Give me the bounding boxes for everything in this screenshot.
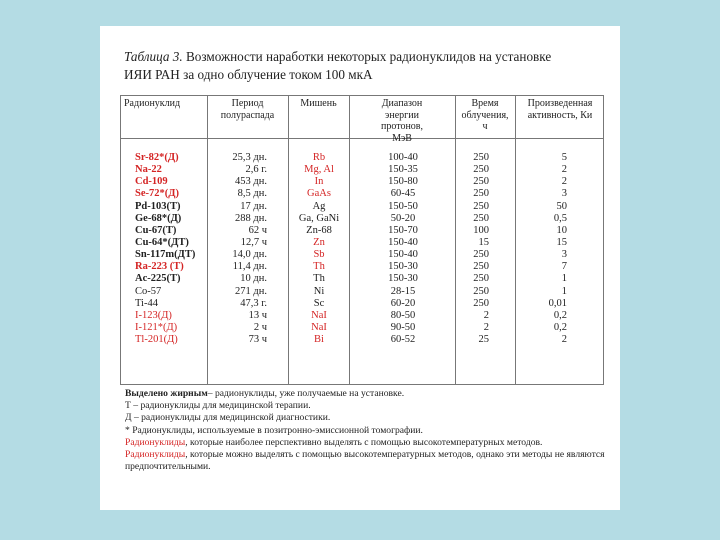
cell-nuclide: Na-22 bbox=[135, 164, 162, 176]
cell-energy: 60-52 bbox=[390, 334, 416, 346]
cell-energy: 150-35 bbox=[388, 164, 418, 176]
header-time: Время облучения, ч bbox=[461, 98, 509, 132]
energy-column bbox=[371, 152, 435, 346]
cell-time: 100 bbox=[473, 224, 489, 236]
cell-energy: 100-40 bbox=[388, 152, 418, 163]
cell-time: 250 bbox=[473, 200, 489, 212]
cell-half-life: 62 ч bbox=[248, 224, 267, 236]
table-caption bbox=[124, 48, 604, 84]
cell-target: Bi bbox=[314, 334, 324, 346]
cell-activity: 5 bbox=[561, 152, 567, 163]
cell-activity: 50 bbox=[556, 200, 567, 212]
cell-target: Mg, Al bbox=[304, 164, 334, 176]
cell-half-life: 14,0 дн. bbox=[232, 249, 267, 261]
cell-target: Rb bbox=[312, 152, 326, 163]
cell-time: 2 bbox=[483, 309, 489, 321]
note-preferred: Радионуклиды, которые наиболее перспективно выделять с помощью высокотемпературных методов. bbox=[125, 436, 543, 448]
cell-half-life: 73 ч bbox=[248, 334, 267, 346]
cell-nuclide: I-121*(Д) bbox=[135, 321, 178, 333]
cell-target: In bbox=[314, 176, 324, 188]
cell-nuclide: Se-72*(Д) bbox=[135, 188, 179, 200]
cell-energy: 150-50 bbox=[388, 200, 418, 212]
cell-time: 25 bbox=[478, 334, 489, 346]
cell-time: 15 bbox=[478, 236, 489, 248]
cell-time: 250 bbox=[473, 152, 489, 163]
cell-activity: 0,5 bbox=[553, 212, 567, 224]
note-not-preferred: Радионуклиды, которые можно выделять с помощью высокотемпературных методов, однако эти методы не являются предпочтительными. bbox=[125, 449, 605, 473]
note-pet: * Радионуклиды, используемые в позитронно-эмиссионной томографии. bbox=[125, 424, 423, 436]
note-diagnostics: Д – радионуклиды для медицинской диагностики. bbox=[125, 412, 331, 424]
cell-energy: 150-40 bbox=[388, 249, 418, 261]
cell-energy: 28-15 bbox=[390, 285, 416, 297]
caption-label: Таблица 3. bbox=[124, 49, 183, 64]
cell-energy: 60-45 bbox=[390, 188, 416, 200]
cell-half-life: 453 дн. bbox=[235, 176, 267, 188]
cell-half-life: 47,3 г. bbox=[240, 297, 267, 309]
cell-half-life: 10 дн. bbox=[240, 273, 267, 285]
cell-activity: 3 bbox=[561, 249, 567, 261]
cell-activity: 1 bbox=[561, 285, 567, 297]
cell-time: 250 bbox=[473, 212, 489, 224]
cell-nuclide: Co-57 bbox=[135, 285, 162, 297]
cell-half-life: 8,5 дн. bbox=[237, 188, 267, 200]
cell-target: Sc bbox=[313, 297, 325, 309]
header-energy: Диапазон энергии протонов, МэВ bbox=[380, 98, 424, 144]
note-therapy: Т – радионуклиды для медицинской терапии. bbox=[125, 400, 311, 412]
cell-activity: 7 bbox=[561, 261, 567, 273]
cell-energy: 150-40 bbox=[388, 236, 418, 248]
cell-energy: 150-70 bbox=[388, 224, 418, 236]
cell-time: 250 bbox=[473, 164, 489, 176]
cell-target: Sb bbox=[313, 249, 325, 261]
cell-activity: 0,2 bbox=[553, 309, 567, 321]
cell-target: NaI bbox=[311, 321, 327, 333]
cell-target: Ag bbox=[312, 200, 326, 212]
cell-activity: 2 bbox=[561, 176, 567, 188]
cell-target: Ni bbox=[313, 285, 325, 297]
time-column bbox=[459, 152, 489, 346]
activity-column bbox=[521, 152, 567, 346]
radionuclide-table bbox=[120, 95, 604, 385]
caption-line1: Возможности наработки некоторых радионуклидов на установке bbox=[185, 49, 552, 64]
cell-activity: 15 bbox=[556, 236, 567, 248]
cell-nuclide: Ac-225(Т) bbox=[135, 273, 181, 285]
cell-time: 250 bbox=[473, 273, 489, 285]
cell-nuclide: Sn-117m(ДТ) bbox=[135, 249, 196, 261]
cell-half-life: 12,7 ч bbox=[240, 236, 267, 248]
cell-nuclide: Ti-44 bbox=[135, 297, 158, 309]
cell-activity: 1 bbox=[561, 273, 567, 285]
header-nuclide: Радионуклид bbox=[124, 98, 181, 109]
cell-target: Th bbox=[313, 273, 325, 285]
caption-line2: ИЯИ РАН за одно облучение током 100 мкА bbox=[124, 67, 373, 82]
cell-target: Ga, GaNi bbox=[298, 212, 340, 224]
cell-half-life: 11,4 дн. bbox=[232, 261, 267, 273]
half-life-column bbox=[211, 152, 267, 346]
cell-time: 2 bbox=[483, 321, 489, 333]
cell-activity: 0,2 bbox=[553, 321, 567, 333]
cell-half-life: 13 ч bbox=[248, 309, 267, 321]
cell-activity: 0,01 bbox=[548, 297, 567, 309]
header-target: Мишень bbox=[300, 98, 337, 109]
cell-activity: 10 bbox=[556, 224, 567, 236]
cell-time: 250 bbox=[473, 261, 489, 273]
cell-energy: 80-50 bbox=[390, 309, 416, 321]
cell-half-life: 2,6 г. bbox=[245, 164, 267, 176]
cell-half-life: 17 дн. bbox=[240, 200, 267, 212]
cell-nuclide: Pd-103(Т) bbox=[135, 200, 181, 212]
cell-energy: 150-30 bbox=[388, 273, 418, 285]
cell-energy: 150-80 bbox=[388, 176, 418, 188]
cell-energy: 90-50 bbox=[390, 321, 416, 333]
cell-activity: 2 bbox=[561, 164, 567, 176]
cell-nuclide: Cu-64*(ДТ) bbox=[135, 236, 189, 248]
cell-target: NaI bbox=[311, 309, 327, 321]
cell-energy: 60-20 bbox=[390, 297, 416, 309]
cell-half-life: 2 ч bbox=[253, 321, 267, 333]
cell-half-life: 25,3 дн. bbox=[232, 152, 267, 163]
cell-activity: 2 bbox=[561, 334, 567, 346]
cell-half-life: 288 дн. bbox=[235, 212, 267, 224]
cell-time: 250 bbox=[473, 188, 489, 200]
cell-nuclide: I-123(Д) bbox=[135, 309, 172, 321]
cell-energy: 50-20 bbox=[390, 212, 416, 224]
target-column bbox=[289, 152, 349, 346]
cell-target: Th bbox=[313, 261, 325, 273]
cell-half-life: 271 дн. bbox=[235, 285, 267, 297]
cell-nuclide: Sr-82*(Д) bbox=[135, 152, 179, 163]
cell-target: Zn bbox=[313, 236, 325, 248]
cell-time: 250 bbox=[473, 285, 489, 297]
cell-activity: 3 bbox=[561, 188, 567, 200]
cell-nuclide: Cd-109 bbox=[135, 176, 168, 188]
cell-nuclide: Ra-223 (Т) bbox=[135, 261, 184, 273]
header-half-life: Период полураспада bbox=[220, 98, 275, 121]
nuclide-column bbox=[135, 152, 209, 346]
cell-nuclide: Cu-67(Т) bbox=[135, 224, 177, 236]
note-bold: Выделено жирным– радионуклиды, уже получаемые на установке. bbox=[125, 388, 405, 399]
cell-nuclide: Ge-68*(Д) bbox=[135, 212, 182, 224]
cell-energy: 150-30 bbox=[388, 261, 418, 273]
cell-time: 250 bbox=[473, 249, 489, 261]
header-activity: Произведенная активность, Ки bbox=[527, 98, 593, 121]
cell-time: 250 bbox=[473, 176, 489, 188]
cell-target: GaAs bbox=[307, 188, 331, 200]
cell-nuclide: Tl-201(Д) bbox=[135, 334, 178, 346]
cell-target: Zn-68 bbox=[306, 224, 332, 236]
cell-time: 250 bbox=[473, 297, 489, 309]
table-notes bbox=[125, 388, 610, 473]
